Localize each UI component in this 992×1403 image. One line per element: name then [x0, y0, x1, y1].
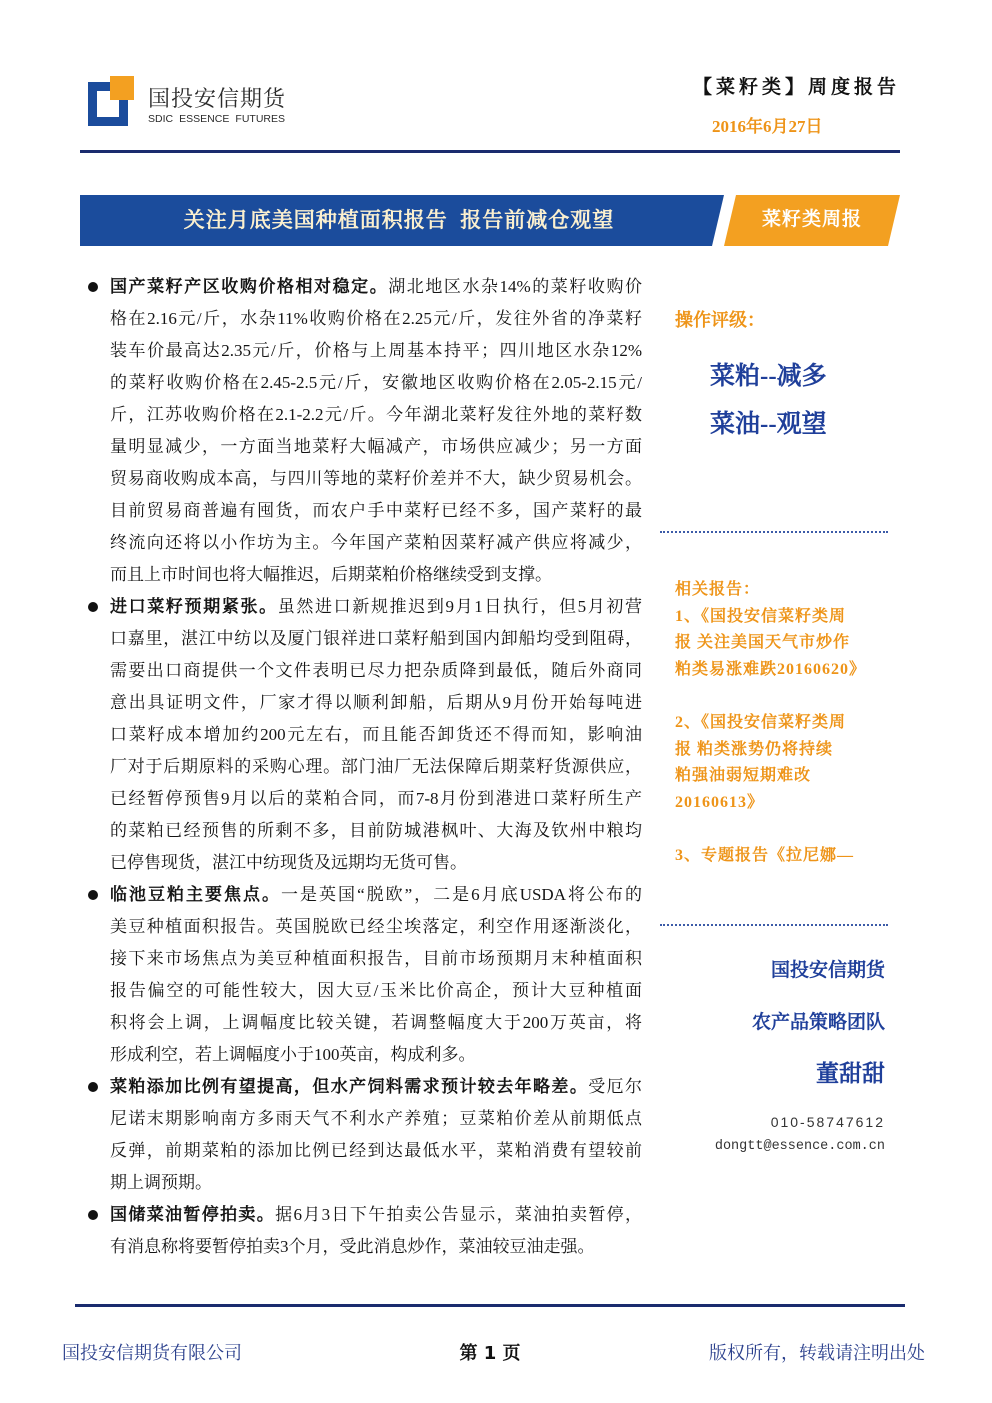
paragraph-line: [110, 879, 642, 911]
related-report-item: [675, 843, 890, 870]
footer-company: 国投安信期货有限公司: [62, 1343, 242, 1364]
point-text: 受厄尔: [588, 1077, 643, 1096]
related-report-item: [675, 604, 890, 684]
report-category-tag: 菜籽类周报: [761, 209, 862, 230]
author-company: 国投安信期货: [770, 959, 885, 981]
paragraph-line: 积将会上调，上调幅度比较关键，若调整幅度大于200万英亩，将: [110, 1013, 642, 1032]
paragraph-line: 报告偏空的可能性较大，因大豆/玉米比价高企，预计大豆种植面: [110, 981, 642, 1000]
bullet-icon: [88, 1210, 98, 1220]
paragraph-line: 目前贸易商普遍有囤货，而农户手中菜籽已经不多，国产菜籽的最: [110, 501, 642, 520]
related-reports-label: 相关报告：: [675, 581, 761, 598]
paragraph-line: 有消息称将要暂停拍卖3个月，受此消息炒作，菜油较豆油走强。: [110, 1237, 595, 1256]
paragraph-line: 量明显减少，一方面当地菜籽大幅减产，市场供应减少；另一方面: [110, 437, 642, 456]
related-report-line: 报 关注美国天气市炒作: [675, 634, 851, 652]
bullet-point: [86, 1199, 642, 1263]
paragraph-line: 需要出口商提供一个文件表明已尽力把杂质降到最低，随后外商同: [110, 661, 642, 680]
analyst-name: 董甜甜: [816, 1061, 885, 1087]
paragraph-line: 装车价最高达2.35元/斤，价格与上周基本持平；四川地区水杂12%: [110, 341, 642, 360]
related-report-line: 2、《国投安信菜籽类周: [675, 713, 847, 731]
paragraph-line: 终流向还将以小作坊为主。今年国产菜粕因菜籽减产供应将减少，: [110, 533, 642, 552]
paragraph-line: 口菜籽成本增加约200元左右，而且能否卸货还不得而知，影响油: [110, 725, 642, 744]
bullet-icon: [88, 282, 98, 292]
paragraph-line: 格在2.16元/斤，水杂11%收购价格在2.25元/斤，发往外省的净菜籽: [110, 309, 642, 328]
dotted-divider: [660, 924, 888, 926]
rating-list: [710, 353, 827, 449]
page-number: 第 1 页: [459, 1343, 521, 1364]
report-date: 2016年6月27日: [712, 117, 823, 136]
rating-label: 操作评级：: [675, 310, 765, 330]
bullet-point: [86, 591, 642, 879]
footer-rule: [75, 1304, 905, 1307]
related-reports: [675, 577, 890, 896]
analyst-email: dongtt@essence.com.cn: [714, 1139, 885, 1154]
paragraph-line: [110, 591, 642, 623]
paragraph-line: 厂对于后期原料的采购心理。部门油厂无法保障后期菜籽货源供应，: [110, 757, 642, 776]
report-body: [86, 271, 642, 1263]
paragraph-line: 期上调预期。: [110, 1173, 212, 1192]
paragraph-line: 贸易商收购成本高，与四川等地的菜籽价差并不大，缺少贸易机会。: [110, 469, 642, 488]
point-heading: 国储菜油暂停拍卖。: [110, 1205, 276, 1224]
paragraph-line: 形成利空，若上调幅度小于100英亩，构成利多。: [110, 1045, 476, 1064]
related-report-line: 粕强油弱短期难改: [675, 767, 812, 785]
paragraph-line: [110, 271, 642, 303]
related-report-line: 报 粕类涨势仍将持续: [675, 740, 834, 758]
paragraph-line: [110, 1199, 642, 1231]
related-report-line: 粕类易涨难跌20160620》: [675, 660, 867, 678]
header-rule: [80, 150, 900, 153]
footer-copyright: 版权所有，转载请注明出处: [709, 1343, 925, 1364]
point-heading: 临池豆粕主要焦点。: [110, 885, 282, 904]
paragraph-line: 美豆种植面积报告。英国脱欧已经尘埃落定，利空作用逐渐淡化，: [110, 917, 642, 936]
related-reports-list: [675, 604, 890, 870]
point-heading: 国产菜籽产区收购价格相对稳定。: [110, 277, 389, 296]
rating-oil: 菜油--观望: [710, 411, 827, 438]
bullet-icon: [88, 602, 98, 612]
dotted-divider: [660, 531, 888, 533]
bullet-point: [86, 1071, 642, 1199]
paragraph-line: [110, 1071, 642, 1103]
point-heading: 菜粕添加比例有望提高，但水产饲料需求预计较去年略差。: [110, 1077, 589, 1096]
paragraph-line: 已经暂停预售9月以后的菜粕合同，而7-8月份到港进口菜籽所生产: [110, 789, 642, 808]
logo-wordmark-cn: 国投安信期货: [148, 87, 285, 112]
logo-wordmark-en: SDIC ESSENCE FUTURES: [148, 113, 285, 125]
paragraph-line: 的菜粕已经预售的所剩不多，目前防城港枫叶、大海及钦州中粮均: [110, 821, 642, 840]
paragraph-line: 口嘉里，湛江中纺以及厦门银祥进口菜籽船到国内卸船均受到阻碍，: [110, 629, 642, 648]
related-report-line: 20160613》: [675, 793, 765, 811]
paragraph-line: 反弹，前期菜粕的添加比例已经到达最低水平，菜粕消费有望较前: [110, 1141, 642, 1160]
point-text: 一是英国“脱欧”，二是6月底USDA将公布的: [281, 885, 642, 904]
report-type: 【菜籽类】周度报告: [692, 77, 900, 98]
paragraph-line: 而且上市时间也将大幅推迟，后期菜粕价格继续受到支撑。: [110, 565, 552, 584]
paragraph-line: 斤，江苏收购价格在2.1-2.2元/斤。今年湖北菜籽发往外地的菜籽数: [110, 405, 642, 424]
bullet-icon: [88, 1082, 98, 1092]
author-team: 农产品策略团队: [751, 1011, 885, 1033]
point-text: 湖北地区水杂14%的菜籽收购价: [388, 277, 643, 296]
paragraph-line: 接下来市场焦点为美豆种植面积报告，目前市场预期月末种植面积: [110, 949, 642, 968]
rating-meal: 菜粕--减多: [710, 363, 827, 390]
point-text: 虽然进口新规推迟到9月1日执行，但5月初营: [277, 597, 643, 616]
paragraph-line: 尼诺末期影响南方多雨天气不利水产养殖；豆菜粕价差从前期低点: [110, 1109, 642, 1128]
related-report-line: 1、《国投安信菜籽类周: [675, 607, 847, 625]
sdic-logo-icon: [88, 76, 136, 126]
bullet-icon: [88, 890, 98, 900]
point-heading: 进口菜籽预期紧张。: [110, 597, 278, 616]
analyst-phone: 010-58747612: [770, 1114, 885, 1130]
paragraph-line: 已停售现货，湛江中纺现货及远期均无货可售。: [110, 853, 467, 872]
paragraph-line: 意出具证明文件，厂家才得以顺利卸船，后期从9月份开始每吨进: [110, 693, 642, 712]
paragraph-line: 的菜籽收购价格在2.45-2.5元/斤，安徽地区收购价格在2.05-2.15元/: [110, 373, 642, 392]
report-title: 关注月底美国种植面积报告 报告前减仓观望: [183, 208, 615, 232]
bullet-point: [86, 271, 642, 591]
related-report-item: [675, 710, 890, 816]
related-report-line: 3、专题报告《拉尼娜—: [675, 846, 855, 864]
point-text: 据6月3日下午拍卖公告显示，菜油拍卖暂停，: [275, 1205, 643, 1224]
bullet-point: [86, 879, 642, 1071]
